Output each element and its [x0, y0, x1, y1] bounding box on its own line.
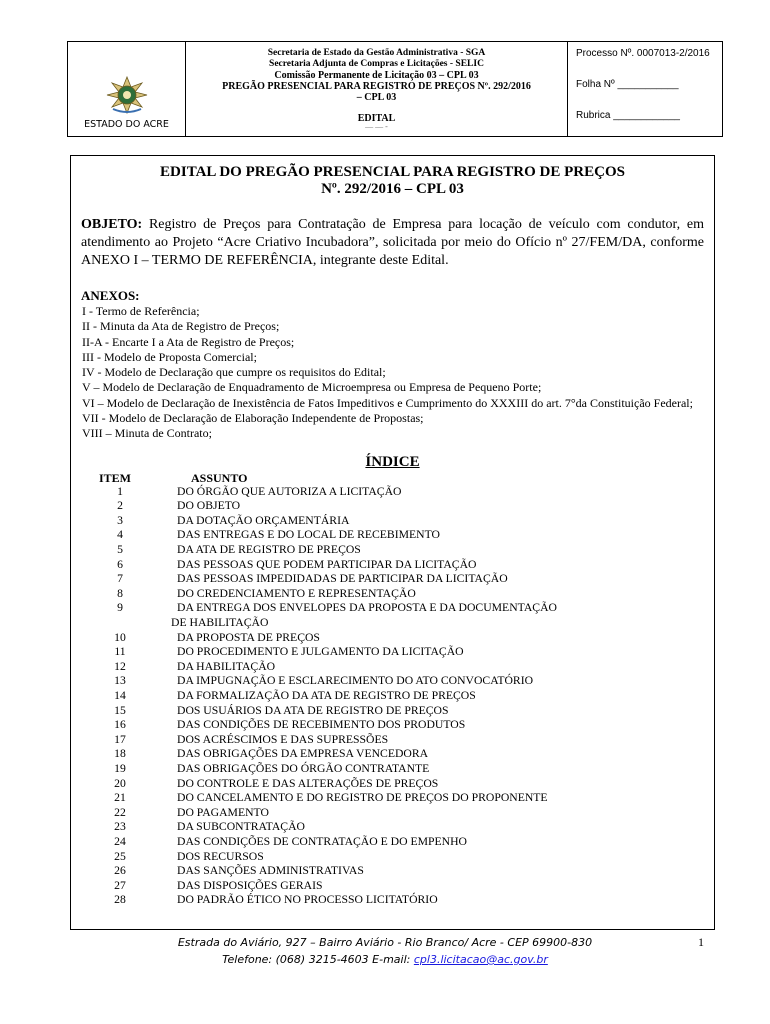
indice-item-number: 18	[114, 747, 126, 761]
indice-item-number: 27	[114, 878, 126, 892]
header-dash-divider: — — -	[365, 122, 388, 131]
indice-list	[71, 485, 714, 908]
footer-phone: Telefone: (068) 3215-4603 E-mail:	[222, 953, 414, 966]
indice-item-subject: DO ÓRGÃO QUE AUTORIZA A LICITAÇÃO	[177, 484, 402, 498]
footer-address: Estrada do Aviário, 927 – Bairro Aviário - Rio Branco/ Acre - CEP 69900-830	[177, 936, 593, 949]
indice-title: ÍNDICE	[365, 453, 420, 470]
indice-row	[71, 572, 714, 587]
indice-item-number: 2	[117, 499, 123, 513]
anexos-list	[82, 304, 704, 442]
anexo-item: VI – Modelo de Declaração de Inexistência de Fatos Impeditivos e Cumprimento do XXXIII do art. 7°da Constituição Federal;	[82, 395, 693, 410]
indice-row	[71, 660, 714, 675]
indice-row	[71, 704, 714, 719]
indice-item-subject: DO CONTROLE E DAS ALTERAÇÕES DE PREÇOS	[177, 776, 439, 790]
indice-row	[71, 601, 714, 616]
indice-row	[71, 499, 714, 514]
indice-item-subject: DAS SANÇÕES ADMINISTRATIVAS	[177, 864, 364, 878]
title-line-2: Nº. 292/2016 – CPL 03	[321, 181, 464, 197]
indice-item-subject: DOS RECURSOS	[177, 849, 264, 863]
anexo-item: V – Modelo de Declaração de Enquadramento de Microempresa ou Empresa de Pequeno Porte;	[82, 380, 542, 395]
edital-body	[70, 155, 715, 930]
indice-item-subject: DAS OBRIGAÇÕES DO ÓRGÃO CONTRATANTE	[177, 761, 430, 775]
indice-item-number: 11	[114, 645, 126, 659]
indice-item-number: 15	[114, 703, 126, 717]
anexo-item: I - Termo de Referência;	[82, 304, 200, 318]
header-line-cpl: Comissão Permanente de Licitação 03 – CPL 03	[274, 70, 479, 81]
indice-item-number: 5	[117, 543, 123, 557]
indice-row	[71, 835, 714, 850]
indice-item-subject: DO CANCELAMENTO E DO REGISTRO DE PREÇOS DO PROPONENTE	[177, 791, 548, 805]
objeto-paragraph	[81, 216, 704, 270]
indice-row	[71, 733, 714, 748]
indice-item-number: 7	[117, 572, 123, 586]
indice-row	[71, 747, 714, 762]
indice-item-subject: DA HABILITAÇÃO	[177, 659, 276, 673]
indice-row	[71, 850, 714, 865]
indice-item-subject: DO CREDENCIAMENTO E REPRESENTAÇÃO	[177, 586, 416, 600]
indice-item-number: 22	[114, 805, 126, 819]
indice-row	[71, 543, 714, 558]
indice-row	[71, 777, 714, 792]
indice-item-number: 6	[117, 557, 123, 571]
objeto-text: Registro de Preços para Contratação de Empresa para locação de veículo com condutor, em atendimento ao Projeto “Acre Criativo Incubadora”, solicitada por meio do Ofício nº 27/FEM/DA, conforme ANEXO I – TERMO DE REFERÊNCIA, integrante deste Edital.	[81, 217, 704, 268]
indice-item-subject: DO PAGAMENTO	[177, 805, 269, 819]
page-title	[71, 164, 714, 198]
indice-item-subject: DO PADRÃO ÉTICO NO PROCESSO LICITATÓRIO	[177, 893, 438, 907]
indice-item-subject: DOS USUÁRIOS DA ATA DE REGISTRO DE PREÇOS	[177, 703, 449, 717]
indice-item-subject: DAS PESSOAS QUE PODEM PARTICIPAR DA LICITAÇÃO	[177, 557, 477, 571]
indice-item-number: 21	[114, 791, 126, 805]
indice-row	[71, 645, 714, 660]
objeto-label: OBJETO:	[81, 217, 143, 232]
indice-item-subject: DAS PESSOAS IMPEDIDADAS DE PARTICIPAR DA LICITAÇÃO	[177, 572, 508, 586]
header-logo-cell	[68, 42, 186, 136]
anexos-heading: ANEXOS:	[81, 288, 140, 303]
indice-item-number: 3	[117, 513, 123, 527]
header-title-cell	[186, 42, 568, 136]
indice-row	[71, 791, 714, 806]
indice-item-number: 4	[117, 528, 123, 542]
header-edital: EDITAL	[357, 113, 396, 124]
indice-row	[71, 528, 714, 543]
indice-row	[71, 893, 714, 908]
indice-row	[71, 820, 714, 835]
indice-row	[71, 689, 714, 704]
indice-item-subject: DA IMPUGNAÇÃO E ESCLARECIMENTO DO ATO CONVOCATÓRIO	[177, 674, 534, 688]
processo-number: Processo Nº. 0007013-2/2016	[576, 48, 710, 59]
page-footer	[0, 934, 770, 968]
folha-field: Folha Nº ___________	[576, 79, 679, 90]
header-line-sga: Secretaria de Estado da Gestão Administrativa - SGA	[267, 48, 486, 58]
document-header	[67, 41, 723, 137]
anexo-item: III - Modelo de Proposta Comercial;	[82, 349, 257, 364]
indice-row	[71, 718, 714, 733]
indice-row	[71, 674, 714, 689]
indice-item-number: 12	[114, 659, 126, 673]
indice-item-subject: DA PROPOSTA DE PREÇOS	[177, 630, 320, 644]
header-line-selic: Secretaria Adjunta de Compras e Licitações - SELIC	[269, 59, 484, 69]
page-number: 1	[698, 935, 704, 949]
indice-item-number: 26	[114, 864, 126, 878]
indice-item-subject: DA DOTAÇÃO ORÇAMENTÁRIA	[177, 513, 350, 527]
indice-item-subject-continued: DE HABILITAÇÃO	[171, 616, 269, 630]
indice-item-number: 17	[114, 732, 126, 746]
indice-item-number: 10	[114, 630, 126, 644]
indice-item-subject: DO OBJETO	[177, 499, 241, 513]
indice-item-number: 9	[117, 601, 123, 615]
indice-item-subject: DAS ENTREGAS E DO LOCAL DE RECEBIMENTO	[177, 528, 440, 542]
indice-row	[71, 864, 714, 879]
indice-item-subject: DA ATA DE REGISTRO DE PREÇOS	[177, 543, 361, 557]
state-label: ESTADO DO ACRE	[84, 119, 169, 130]
indice-item-number: 23	[114, 820, 126, 834]
indice-row	[71, 631, 714, 646]
indice-item-subject: DA FORMALIZAÇÃO DA ATA DE REGISTRO DE PREÇOS	[177, 688, 476, 702]
indice-row	[71, 587, 714, 602]
anexo-item: II-A - Encarte I a Ata de Registro de Preços;	[82, 334, 295, 349]
indice-item-subject: DAS OBRIGAÇÕES DA EMPRESA VENCEDORA	[177, 747, 429, 761]
indice-item-number: 25	[114, 849, 126, 863]
indice-item-subject: DA SUBCONTRATAÇÃO	[177, 820, 305, 834]
anexo-item: IV - Modelo de Declaração que cumpre os requisitos do Edital;	[82, 365, 386, 380]
indice-row-continuation	[71, 616, 714, 631]
indice-item-number: 20	[114, 776, 126, 790]
indice-header-row	[71, 471, 714, 485]
title-line-1: EDITAL DO PREGÃO PRESENCIAL PARA REGISTRO DE PREÇOS	[160, 164, 625, 180]
indice-row	[71, 514, 714, 529]
indice-item-number: 14	[114, 688, 126, 702]
indice-col-item: ITEM	[98, 470, 131, 485]
indice-item-number: 1	[117, 484, 123, 498]
indice-item-number: 28	[114, 893, 126, 907]
indice-row	[71, 762, 714, 777]
header-control-cell	[568, 42, 722, 136]
anexo-item: II - Minuta da Ata de Registro de Preços;	[82, 319, 280, 334]
indice-item-subject: DOS ACRÉSCIMOS E DAS SUPRESSÕES	[177, 732, 389, 746]
state-coat-of-arms-icon	[104, 75, 150, 115]
indice-row	[71, 485, 714, 500]
indice-item-subject: DAS CONDIÇÕES DE CONTRATAÇÃO E DO EMPENHO	[177, 834, 467, 848]
anexo-item: VII - Modelo de Declaração de Elaboração Independente de Propostas;	[82, 411, 424, 426]
indice-item-subject: DO PROCEDIMENTO E JULGAMENTO DA LICITAÇÃO	[177, 645, 464, 659]
indice-row	[71, 879, 714, 894]
indice-item-number: 8	[117, 586, 123, 600]
indice-item-subject: DAS CONDIÇÕES DE RECEBIMENTO DOS PRODUTOS	[177, 718, 466, 732]
header-line-pregao: PREGÃO PRESENCIAL PARA REGISTRO DE PREÇOS Nº. 292/2016	[222, 81, 531, 92]
indice-col-assunto: ASSUNTO	[191, 470, 248, 485]
indice-item-number: 16	[114, 718, 126, 732]
indice-item-number: 24	[114, 834, 126, 848]
indice-row	[71, 806, 714, 821]
header-line-cpl-number: – CPL 03	[356, 92, 397, 103]
indice-item-number: 13	[114, 674, 126, 688]
anexo-item: VIII – Minuta de Contrato;	[82, 426, 212, 441]
indice-item-subject: DA ENTREGA DOS ENVELOPES DA PROPOSTA E DA DOCUMENTAÇÃO	[177, 601, 557, 615]
footer-email-link[interactable]: cpl3.licitacao@ac.gov.br	[413, 953, 548, 966]
rubrica-field: Rubrica ____________	[576, 110, 680, 121]
indice-item-subject: DAS DISPOSIÇÕES GERAIS	[177, 878, 323, 892]
indice-item-number: 19	[114, 761, 126, 775]
footer-contact	[0, 951, 770, 968]
indice-row	[71, 558, 714, 573]
